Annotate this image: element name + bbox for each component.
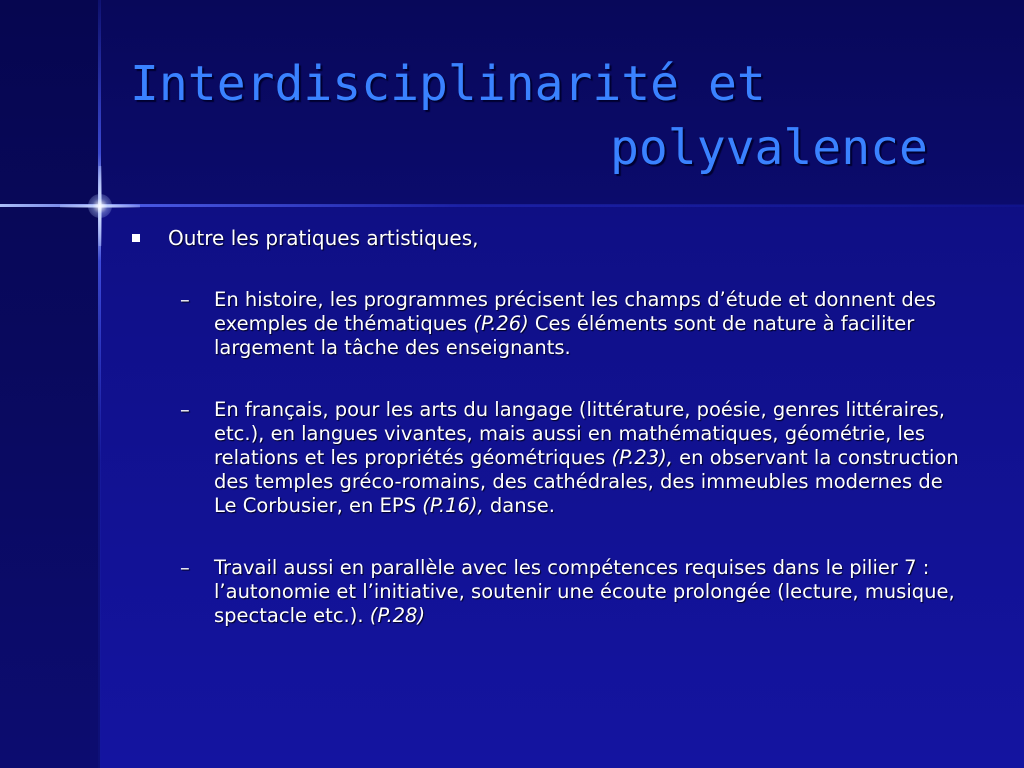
page-reference: (P.28) bbox=[369, 604, 426, 627]
main-bullet-text: Outre les pratiques artistiques, bbox=[168, 226, 479, 250]
sub-bullet-text: En histoire, les programmes précisent les champs d’étude et donnent des exemples de thématiques bbox=[214, 288, 936, 335]
sub-bullet-text: Travail aussi en parallèle avec les compétences requises dans le pilier 7 : l’autonomie et l’initiative, soutenir une écoute prolongée (lecture, musique, spectacle etc.). bbox=[214, 556, 955, 627]
sub-bullet-list bbox=[130, 288, 960, 628]
sparkle-glow bbox=[88, 194, 112, 218]
sub-bullet-travail bbox=[176, 556, 960, 628]
dash-marker: – bbox=[180, 288, 190, 311]
horizontal-accent-line bbox=[0, 204, 1024, 207]
sub-bullet-text: danse. bbox=[483, 494, 555, 517]
sparkle-star-icon bbox=[60, 166, 140, 246]
square-bullet-icon bbox=[132, 234, 140, 242]
page-reference: (P.26) bbox=[473, 312, 529, 335]
page-reference: (P.16), bbox=[422, 494, 484, 517]
slide-body bbox=[130, 224, 960, 666]
sub-bullet-histoire bbox=[176, 288, 960, 360]
sub-bullet-francais bbox=[176, 398, 960, 518]
sub-bullet-text: en observant la construction des temples gréco-romains, des cathédrales, des immeubles modernes de Le Corbusier, en EPS bbox=[214, 446, 959, 517]
page-reference: (P.23), bbox=[611, 446, 673, 469]
left-band bbox=[0, 0, 100, 768]
dash-marker: – bbox=[180, 556, 190, 579]
slide-title bbox=[130, 52, 950, 180]
title-line-1: Interdisciplinarité et bbox=[130, 56, 766, 112]
main-bullet bbox=[130, 224, 960, 252]
sub-bullet-text: Ces éléments sont de nature à faciliter largement la tâche des enseignants. bbox=[214, 312, 915, 359]
title-line-2: polyvalence bbox=[610, 120, 928, 176]
sub-bullet-text: En français, pour les arts du langage (littérature, poésie, genres littéraires, etc.), en langues vivantes, mais aussi en mathématiques, géométrie, les relations et les propriétés géométriques bbox=[214, 398, 945, 469]
vertical-accent-line bbox=[98, 0, 101, 768]
dash-marker: – bbox=[180, 398, 190, 421]
